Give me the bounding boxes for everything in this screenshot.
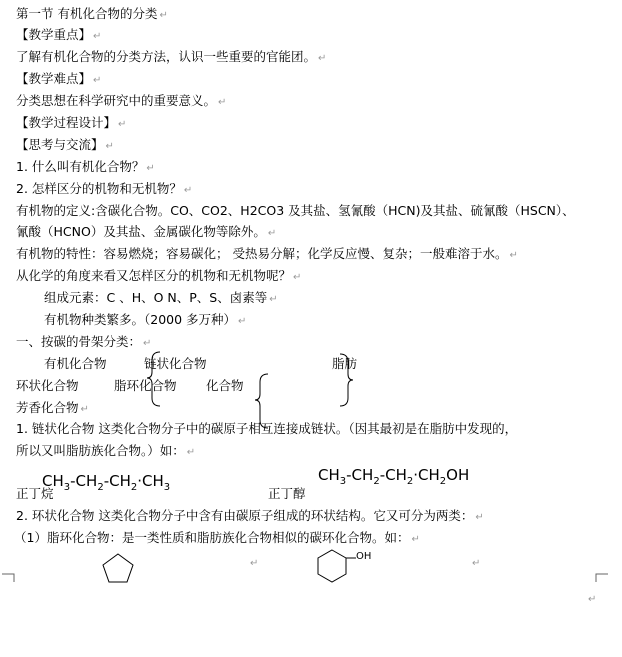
heading-text: 【思考与交流】 [16, 137, 104, 152]
class-alicyclic: 脂环化合物 [114, 378, 177, 393]
class-organic: 有机化合物 [44, 356, 107, 371]
line-text: 有机物种类繁多。（2000 多万种） [44, 312, 237, 327]
heading-text: 【教学重点】 [16, 27, 92, 42]
line-text: 所以又叫脂肪族化合物。）如： [16, 443, 185, 458]
line-text: 了解有机化合物的分类方法，认识一些重要的官能团。 [16, 49, 317, 64]
heading-text: 【教学难点】 [16, 71, 92, 86]
paragraph-mark: ↵ [269, 294, 278, 305]
paragraph-mark: ↵ [238, 316, 247, 327]
cyclopentane-ring [103, 554, 133, 582]
paragraph-mark: ↵ [411, 534, 420, 545]
butane-name: 正丁烷 [16, 486, 54, 501]
line-text: 组成元素：C 、H、O N、P、S、卤素等 [44, 290, 268, 305]
heading-text: 【教学过程设计】 [16, 115, 117, 130]
cyclohexane-ring [318, 550, 346, 582]
paragraph-mark: ↵ [143, 338, 152, 349]
class-fatty: 脂肪 [332, 356, 358, 371]
paragraph-mark: ↵ [250, 558, 259, 569]
paragraph-mark: ↵ [475, 512, 484, 523]
line-text: 分类思想在科学研究中的重要意义。 [16, 93, 217, 108]
paragraph-mark: ↵ [472, 558, 481, 569]
paragraph-mark: ↵ [186, 447, 196, 458]
paragraph-mark: ↵ [509, 250, 518, 261]
butanol-formula: $CH_3-CH_2-CH_2\cdot CH_2OH$ [318, 466, 470, 487]
line-text: 1. 链状化合物 这类化合物分子中的碳原子相互连接成链状。（因其最初是在脂肪中发现的， [16, 421, 518, 436]
class-compound: 化合物 [206, 378, 244, 393]
corner-mark-left [2, 574, 14, 582]
class-chain: 链状化合物 [144, 356, 207, 371]
line-text: 从化学的角度来看又怎样区分的机物和无机物呢？ [16, 268, 292, 283]
paragraph-mark: ↵ [588, 594, 597, 605]
oh-label: OH [356, 551, 372, 562]
paragraph-mark: ↵ [293, 272, 302, 283]
butanol-name: 正丁醇 [268, 486, 306, 501]
line-text: 氰酸（HCNO）及其盐、金属碳化物等除外。 [16, 224, 266, 239]
line-text: （1）脂环化合物：是一类性质和脂肪族化合物相似的碳环化合物。如： [14, 530, 410, 545]
corner-mark-right [596, 574, 608, 582]
section-title-text: 第一节 有机化合物的分类 [16, 6, 158, 21]
paragraph-mark: ↵ [93, 31, 102, 42]
paragraph-mark: ↵ [118, 119, 127, 130]
paragraph-mark: ↵ [159, 10, 168, 21]
paragraph-mark: ↵ [218, 97, 227, 108]
paragraph-mark: ↵ [183, 185, 193, 196]
paragraph-mark: ↵ [80, 404, 89, 415]
paragraph-mark: ↵ [267, 228, 277, 239]
line-text: 有机物的特性：容易燃烧；容易碳化； 受热易分解；化学反应慢、复杂；一般难溶于水。 [16, 246, 508, 261]
paragraph-mark: ↵ [146, 163, 155, 174]
line-text: 有机物的定义:含碳化合物。CO、CO2、H2CO3 及其盐、氢氰酸（HCN)及其盐、硫氰酸（HSCN）、 [16, 203, 575, 218]
paragraph-mark: ↵ [318, 53, 327, 64]
class-cyclic: 环状化合物 [16, 378, 79, 393]
butane-formula: $CH_3-CH_2-CH_2\cdot CH_3$ [42, 472, 171, 493]
line-text: 2. 环状化合物 这类化合物分子中含有由碳原子组成的环状结构。它又可分为两类： [16, 508, 474, 523]
class-aromatic-text: 芳香化合物 [16, 400, 79, 415]
line-text: 2. 怎样区分的机物和无机物？ [16, 181, 182, 196]
paragraph-mark: ↵ [105, 141, 114, 152]
line-text: 一、按碳的骨架分类： [16, 334, 142, 349]
paragraph-mark: ↵ [93, 75, 102, 86]
line-text: 1. 什么叫有机化合物？ [16, 159, 145, 174]
